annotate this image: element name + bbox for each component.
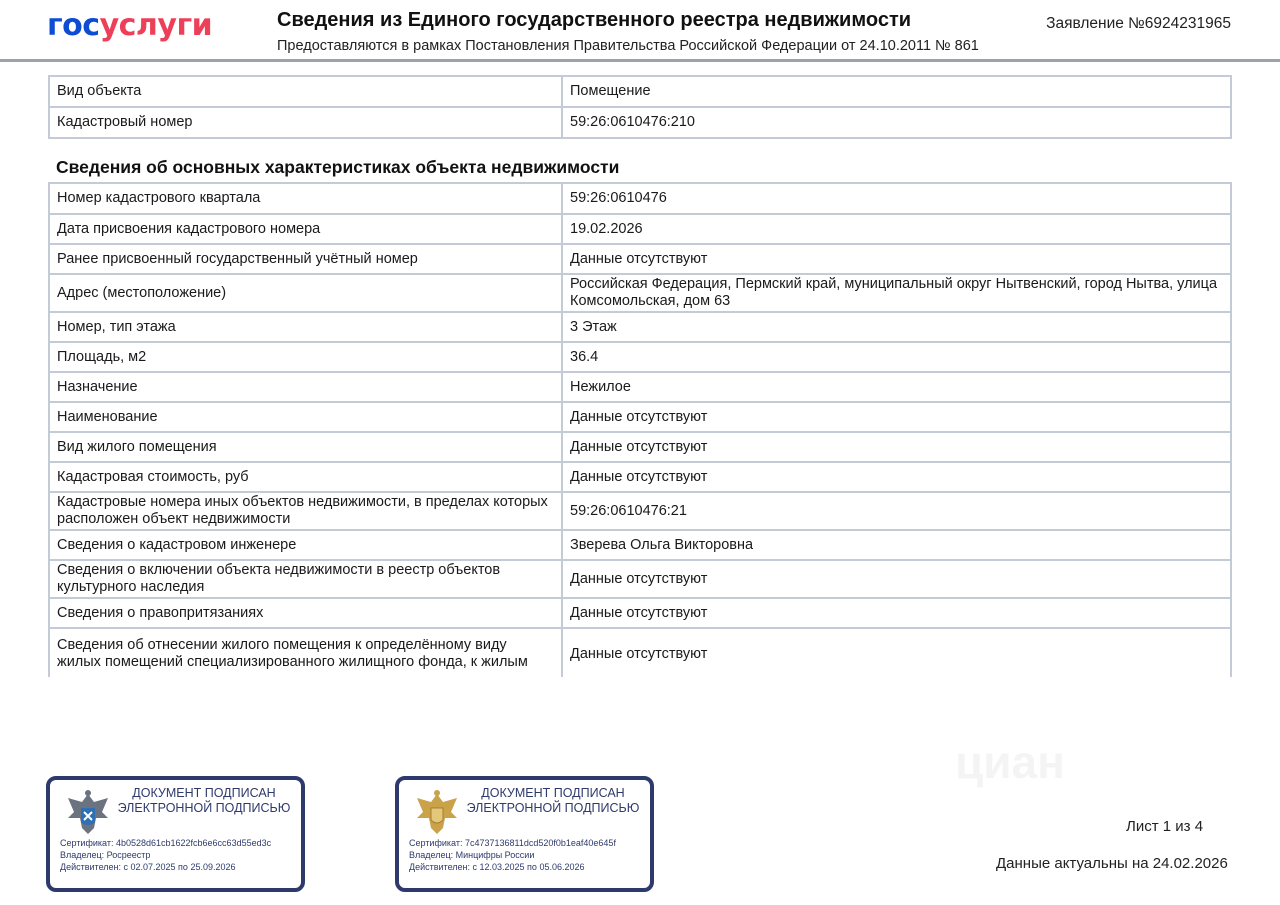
certificate-owner: Владелец: Росреестр [60, 850, 151, 860]
table-row [49, 342, 1231, 372]
table-row [49, 462, 1231, 492]
table-row [49, 530, 1231, 560]
cian-watermark: циан [955, 736, 1065, 788]
certificate-validity: Действителен: с 02.07.2025 по 25.09.2026 [60, 862, 236, 872]
row-value: Данные отсутствуют [562, 598, 1231, 628]
stamp-heading: ДОКУМЕНТ ПОДПИСАН ЭЛЕКТРОННОЙ ПОДПИСЬЮ [466, 786, 640, 815]
stamp-heading: ДОКУМЕНТ ПОДПИСАН ЭЛЕКТРОННОЙ ПОДПИСЬЮ [117, 786, 291, 815]
gosuslugi-logo: госуслуги [47, 8, 213, 43]
page-number: Лист 1 из 4 [1126, 818, 1204, 835]
stamp-info [60, 837, 271, 873]
table-row [49, 372, 1231, 402]
certificate-id: Сертификат: 4b0528d61cb1622fcb6e6cc63d55ed3c [60, 838, 272, 848]
table-row [49, 598, 1231, 628]
row-value: 59:26:0610476 [562, 183, 1231, 214]
certificate-owner: Владелец: Минцифры России [409, 850, 535, 860]
signature-stamp-rosreestr [46, 776, 305, 892]
row-label: Кадастровые номера иных объектов недвижимости, в пределах которых расположен объект недвижимости [49, 492, 562, 530]
row-value: Данные отсутствуют [562, 628, 1231, 677]
table-row [49, 628, 1231, 677]
table-row [49, 560, 1231, 598]
object-table [48, 75, 1232, 139]
stamp-info [409, 837, 616, 873]
row-label: Номер кадастрового квартала [49, 183, 562, 214]
row-label: Адрес (местоположение) [49, 274, 562, 312]
table-row [49, 183, 1231, 214]
rosreestr-emblem-icon [64, 788, 112, 838]
characteristics-table [48, 182, 1232, 677]
row-value: Данные отсутствуют [562, 432, 1231, 462]
data-actual-date: Данные актуальны на 24.02.2026 [996, 855, 1228, 872]
table-row [49, 214, 1231, 244]
table-row [49, 312, 1231, 342]
row-label: Назначение [49, 372, 562, 402]
signature-stamp-mintsifry [395, 776, 654, 892]
row-value: Данные отсутствуют [562, 462, 1231, 492]
row-label: Вид жилого помещения [49, 432, 562, 462]
table-row [49, 432, 1231, 462]
table-row [49, 402, 1231, 432]
certificate-validity: Действителен: с 12.03.2025 по 05.06.2026 [409, 862, 585, 872]
row-label: Сведения об отнесении жилого помещения к определённому виду жилых помещений специализированного жилищного фонда, к жилым [49, 628, 562, 677]
row-label: Вид объекта [49, 76, 562, 107]
row-label: Наименование [49, 402, 562, 432]
row-label: Кадастровый номер [49, 107, 562, 138]
row-value: Нежилое [562, 372, 1231, 402]
row-value: 36.4 [562, 342, 1231, 372]
table-row [49, 274, 1231, 312]
row-label: Сведения о включении объекта недвижимости в реестр объектов культурного наследия [49, 560, 562, 598]
section-title: Сведения об основных характеристиках объекта недвижимости [56, 157, 620, 177]
row-label: Дата присвоения кадастрового номера [49, 214, 562, 244]
table-row [49, 76, 1231, 107]
table-row [49, 492, 1231, 530]
row-label: Сведения о кадастровом инженере [49, 530, 562, 560]
row-value: Зверева Ольга Викторовна [562, 530, 1231, 560]
row-value: Помещение [562, 76, 1231, 107]
document-title: Сведения из Единого государственного реестра недвижимости [277, 9, 912, 31]
row-value: 59:26:0610476:21 [562, 492, 1231, 530]
row-label: Номер, тип этажа [49, 312, 562, 342]
row-label: Ранее присвоенный государственный учётный номер [49, 244, 562, 274]
table-row [49, 244, 1231, 274]
row-value: 3 Этаж [562, 312, 1231, 342]
row-value: Данные отсутствуют [562, 402, 1231, 432]
row-label: Площадь, м2 [49, 342, 562, 372]
row-value: Российская Федерация, Пермский край, муниципальный округ Нытвенский, город Нытва, улица Комсомольская, дом 63 [562, 274, 1231, 312]
certificate-id: Сертификат: 7c4737136811dcd520f0b1eaf40e645f [409, 838, 616, 848]
russia-coat-of-arms-icon [413, 788, 461, 838]
table-row [49, 107, 1231, 138]
row-value: 19.02.2026 [562, 214, 1231, 244]
document-subtitle: Предоставляются в рамках Постановления Правительства Российской Федерации от 24.10.2011 № 861 [277, 38, 979, 54]
row-value: Данные отсутствуют [562, 560, 1231, 598]
row-value: 59:26:0610476:210 [562, 107, 1231, 138]
application-number: Заявление №6924231965 [1046, 15, 1231, 32]
row-label: Кадастровая стоимость, руб [49, 462, 562, 492]
row-value: Данные отсутствуют [562, 244, 1231, 274]
row-label: Сведения о правопритязаниях [49, 598, 562, 628]
